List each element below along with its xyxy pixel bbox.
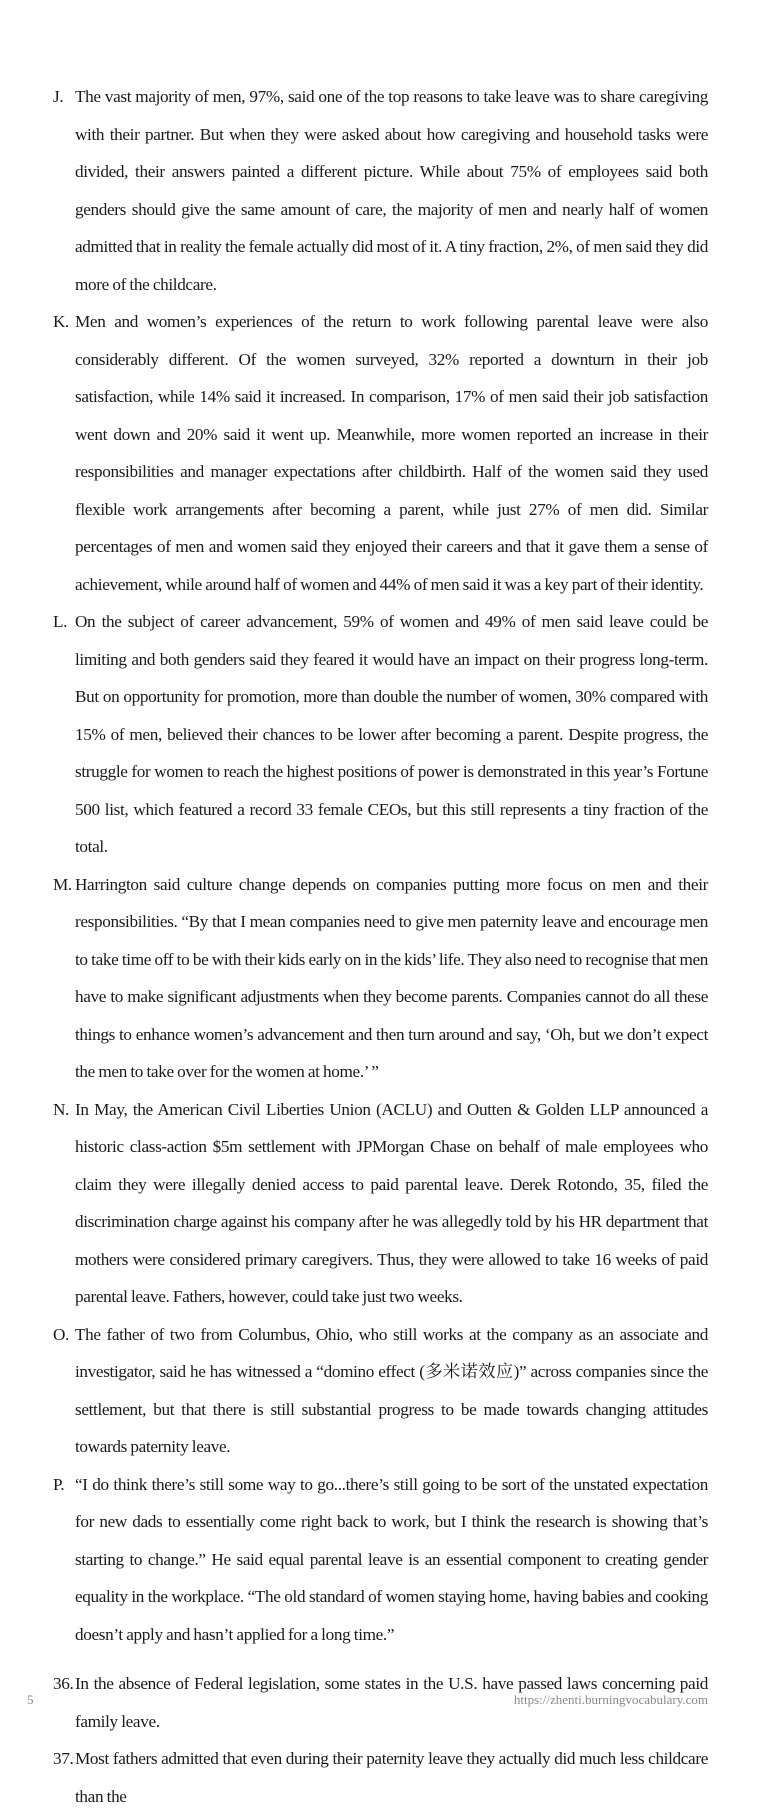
question-text: Most fathers admitted that even during their paternity leave they actually did much less childcare than the (75, 1749, 708, 1806)
paragraph-m (53, 866, 708, 1091)
paragraph-o (53, 1316, 708, 1466)
paragraph-letter: P. (53, 1474, 65, 1494)
page-number: 5 (27, 1692, 34, 1707)
paragraph-letter: J. (53, 87, 64, 106)
paragraph-k (53, 303, 708, 603)
paragraph-text: Harrington said culture change depends on companies putting more focus on men and their responsibilities. “By that I mean companies need to give men paternity leave and encourage men to take time off to be with their kids early on in the kids’ life. They also need to recognise that men have to make significant adjustments when they become parents. Companies cannot do all these things to enhance women’s advancement and then turn around and say, ‘Oh, but we don’t expect the men to take over for the women at home.’ ” (75, 874, 708, 1081)
paragraph-l (53, 603, 708, 866)
document-body (53, 78, 708, 1815)
question-number: 37. (53, 1749, 74, 1768)
question-number: 36. (53, 1674, 74, 1693)
paragraph-text: In May, the American Civil Liberties Union (ACLU) and Outten & Golden LLP announced a historic class-action $5m settlement with JPMorgan Chase on behalf of male employees who claim they were illegally denied access to paid parental leave. Derek Rotondo, 35, filed the discrimination charge against his company after he was allegedly told by his HR department that mothers were considered primary caregivers. Thus, they were allowed to take 16 weeks of paid parental leave. Fathers, however, could take just two weeks. (75, 1099, 708, 1306)
paragraph-letter: M. (53, 874, 72, 894)
paragraph-text: On the subject of career advancement, 59% of women and 49% of men said leave could be limiting and both genders said they feared it would have an impact on their progress long-term. But on opportunity for promotion, more than double the number of women, 30% compared with 15% of men, believed their chances to be lower after becoming a parent. Despite progress, the struggle for women to reach the highest positions of power is demonstrated in this year’s Fortune 500 list, which featured a record 33 female CEOs, but this still represents a tiny fraction of the total. (75, 612, 708, 856)
paragraph-text: The father of two from Columbus, Ohio, who still works at the company as an associate and investigator, said he has witnessed a “domino effect (多米诺效应)” across companies since the settlement, but that there is still substantial progress to be made towards changing attitudes towards paternity leave. (75, 1324, 708, 1456)
paragraph-letter: L. (53, 612, 68, 631)
paragraph-letter: N. (53, 1099, 70, 1119)
section-spacer (53, 1653, 708, 1665)
paragraph-text: Men and women’s experiences of the return to work following parental leave were also considerably different. Of the women surveyed, 32% reported a downturn in their job satisfaction, while 14% said it increased. In comparison, 17% of men said their job satisfaction went down and 20% said it went up. Meanwhile, more women reported an increase in their responsibilities and manager expectations after childbirth. Half of the women said they used flexible work arrangements after becoming a parent, while just 27% of men did. Similar percentages of men and women said they enjoyed their careers and that it gave them a sense of achievement, while around half of women and 44% of men said it was a key part of their identity. (75, 312, 708, 594)
footer-url: https://zhenti.burningvocabulary.com (513, 1692, 708, 1707)
paragraph-text: “I do think there’s still some way to go...there’s still going to be sort of the unstated expectation for new dads to essentially come right back to work, but I think the research is showing that’s starting to change.” He said equal parental leave is an essential component to creating gender equality in the workplace. “The old standard of women staying home, having babies and cooking doesn’t apply and hasn’t applied for a long time.” (75, 1474, 708, 1644)
paragraph-j (53, 78, 708, 303)
paragraph-text: The vast majority of men, 97%, said one of the top reasons to take leave was to share caregiving with their partner. But when they were asked about how caregiving and household tasks were divided, their answers painted a different picture. While about 75% of employees said both genders should give the same amount of care, the majority of men and nearly half of women admitted that in reality the female actually did most of it. A tiny fraction, 2%, of men said they did more of the childcare. (75, 87, 708, 294)
paragraph-letter: K. (53, 312, 70, 331)
paragraph-letter: O. (53, 1324, 70, 1344)
paragraph-p (53, 1466, 708, 1654)
question-37 (53, 1740, 708, 1815)
question-text: In the absence of Federal legislation, some states in the U.S. have passed laws concerning paid family leave. (75, 1674, 708, 1731)
paragraph-n (53, 1091, 708, 1316)
